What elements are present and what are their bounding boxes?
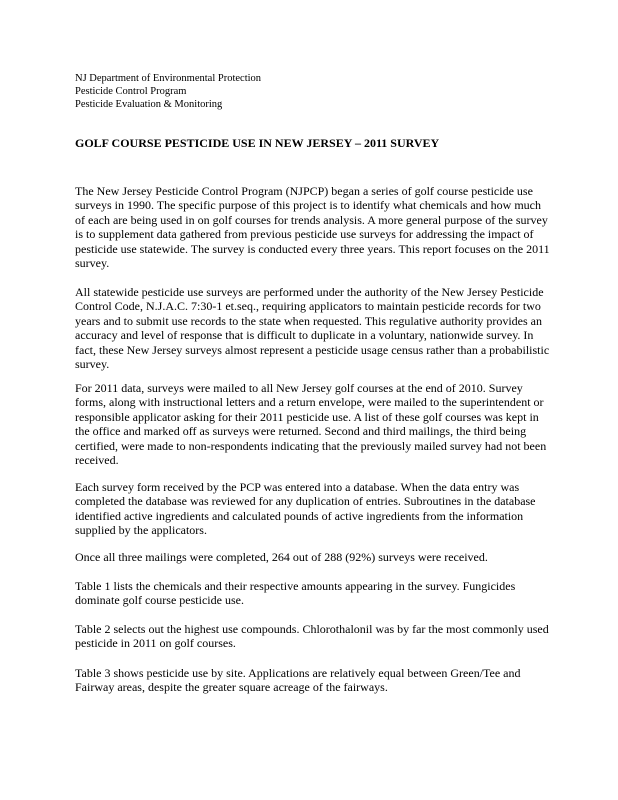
- agency-name: NJ Department of Environmental Protection: [75, 73, 262, 84]
- paragraph-table-3: Table 3 shows pesticide use by site. Applications are relatively equal between Green/Tee and Fairway areas, despite the greater square acreage of the fairways.: [75, 666, 521, 695]
- paragraph-table-2: Table 2 selects out the highest use compounds. Chlorothalonil was by far the most commonly used pesticide in 2011 on golf courses.: [75, 622, 549, 651]
- paragraph-table-1: Table 1 lists the chemicals and their respective amounts appearing in the survey. Fungicides dominate golf course pesticide use.: [75, 579, 516, 608]
- paragraph-methods: For 2011 data, surveys were mailed to all New Jersey golf courses at the end of 2010. Survey forms, along with instructional letters and a return envelope, were mailed to the superintendent or responsible applicator asking for their 2011 pesticide use. A list of these golf courses was kept in the office and marked off as surveys were returned. Second and third mailings, the third being certified, were made to non-respondents indicating that the previously mailed survey had not been received.: [75, 381, 547, 468]
- paragraph-authority: All statewide pesticide use surveys are performed under the authority of the New Jersey Pesticide Control Code, N.J.A.C. 7:30-1 et.seq., requiring applicators to maintain pesticide records for two years and to submit use records to the state when requested. This regulative authority provides an accuracy and level of response that is difficult to duplicate in a voluntary, nationwide survey. In fact, these New Jersey surveys almost represent a pesticide usage census rather than a probabilistic survey.: [75, 285, 550, 372]
- paragraph-response-rate: Once all three mailings were completed, 264 out of 288 (92%) surveys were received.: [75, 550, 488, 564]
- paragraph-intro: The New Jersey Pesticide Control Program (NJPCP) began a series of golf course pesticide use surveys in 1990. The specific purpose of this project is to identify what chemicals and how much of each are being used in on golf courses for trends analysis. A more general purpose of the survey is to supplement data gathered from previous pesticide use surveys for addressing the impact of pesticide use statewide. The survey is conducted every three years. This report focuses on the 2011 survey.: [75, 184, 550, 271]
- agency-header: [75, 72, 545, 111]
- paragraph-database: Each survey form received by the PCP was entered into a database. When the data entry was completed the database was reviewed for any duplication of entries. Subroutines in the database identified active ingredients and calculated pounds of active ingredients from the information supplied by the applicators.: [75, 480, 536, 538]
- document-title: GOLF COURSE PESTICIDE USE IN NEW JERSEY – 2011 SURVEY: [75, 136, 440, 150]
- unit-name: Pesticide Evaluation & Monitoring: [75, 99, 223, 110]
- program-name: Pesticide Control Program: [75, 86, 187, 97]
